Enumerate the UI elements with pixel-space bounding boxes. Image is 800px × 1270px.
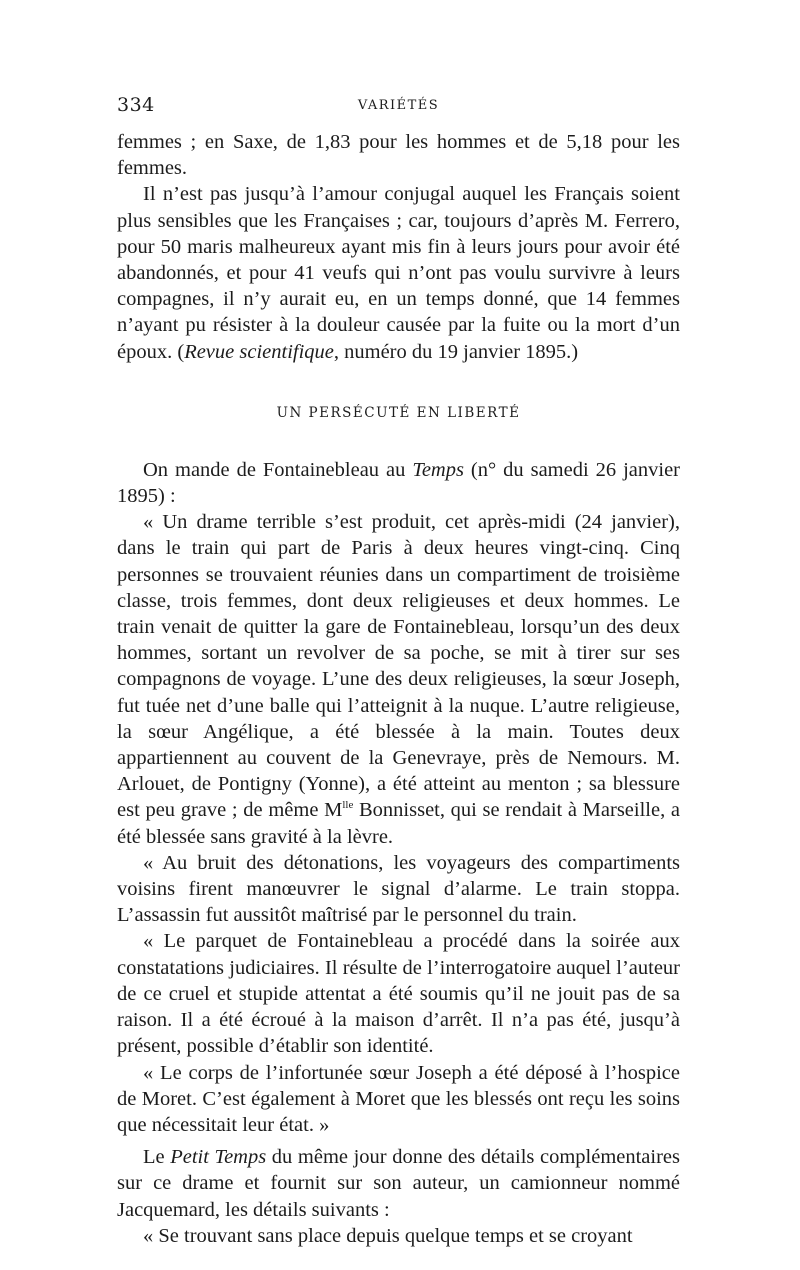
- paragraph-3-newspaper-title: Temps: [412, 458, 464, 481]
- paragraph-1: femmes ; en Saxe, de 1,83 pour les hommes et de 5,18 pour les femmes.: [117, 131, 680, 180]
- body-text: [117, 129, 680, 1249]
- paragraph-6: « Le parquet de Fontainebleau a procédé dans la soirée aux constatations judiciaires. Il résulte de l’interrogatoire auquel l’auteur de ce cruel et stupide attentat a été soumis qu’il ne jouit pas de sa raison. Il a été écroué à la maison d’arrêt. Il n’a pas été, jusqu’à présent, possible d’établir son identité.: [117, 930, 680, 1058]
- paragraph-4: [117, 509, 680, 850]
- section-heading: UN PERSÉCUTÉ EN LIBERTÉ: [276, 404, 521, 421]
- paragraph-8-text-b: du même jour donne des détails complémentaires sur ce drame et fournit sur son auteur, un camionneur nommé Jacquemard, les détails suivants :: [117, 1146, 681, 1221]
- paragraph-3: [117, 457, 680, 509]
- paragraph-2-text-a: Il n’est pas jusqu’à l’amour conjugal auquel les Français soient plus sensibles que les Françaises ; car, toujours d’après M. Ferrero, pour 50 maris malheureux ayant mis fin à leurs jours pour avoir été abandonnés, et pour 41 veufs qui n’ont pas voulu survivre à leurs compagnes, il n’y aurait eu, en un temps donné, que 14 femmes n’ayant pu résister à la douleur causée par la fuite ou la mort d’un époux. (: [117, 183, 680, 363]
- paragraph-9: « Se trouvant sans place depuis quelque temps et se croyant: [143, 1224, 633, 1247]
- paragraph-8: [117, 1144, 680, 1223]
- paragraph-8-newspaper-title: Petit Temps: [170, 1146, 267, 1169]
- paragraph-2: [117, 181, 680, 364]
- paragraph-3-text-b: (n° du samedi 26 janvier 1895) :: [117, 458, 680, 508]
- paragraph-4-superscript: lle: [342, 799, 354, 812]
- paragraph-7: « Le corps de l’infortunée sœur Joseph a été déposé à l’hospice de Moret. C’est également à Moret que les blessés ont reçu les soins que nécessitait leur état. »: [117, 1061, 680, 1136]
- paragraph-4-text-a: « Un drame terrible s’est produit, cet après-midi (24 janvier), dans le train qui part de Paris à deux heures vingt-cinq. Cinq personnes se trouvaient réunies dans un compartiment de troisième classe, trois femmes, dont deux religieuses et deux hommes. Le train venait de quitter la gare de Fontainebleau, lorsqu’un des deux hommes, sortant un revolver de sa poche, se mit à tirer sur ses compagnons de voyage. L’une des deux religieuses, la sœur Joseph, fut tuée net d’une balle qui l’atteignit à la nuque. L’autre religieuse, la sœur Angélique, a été blessée à la main. Toutes deux appartiennent au couvent de la Genevraye, près de Nemours. M. Arlouet, de Pontigny (Yonne), a été atteint au menton ; sa blessure est peu grave ; de même M: [117, 511, 680, 822]
- page-number: 334: [117, 94, 155, 116]
- paragraph-5: « Au bruit des détonations, les voyageurs des compartiments voisins firent manœuvrer le signal d’alarme. Le train stoppa. L’assassin fut aussitôt maîtrisé par le personnel du train.: [117, 851, 680, 927]
- running-header: [117, 94, 680, 118]
- running-title: VARIÉTÉS: [357, 98, 440, 113]
- paragraph-4-text-b: Bonnisset, qui se rendait à Marseille, a été blessée sans gravité à la lèvre.: [117, 799, 680, 848]
- paragraph-3-text-a: On mande de Fontainebleau au: [143, 458, 413, 481]
- paragraph-2-journal-title: Revue scientifique: [184, 340, 334, 363]
- paragraph-8-text-a: Le: [143, 1146, 171, 1169]
- paragraph-2-text-b: , numéro du 19 janvier 1895.): [333, 340, 579, 363]
